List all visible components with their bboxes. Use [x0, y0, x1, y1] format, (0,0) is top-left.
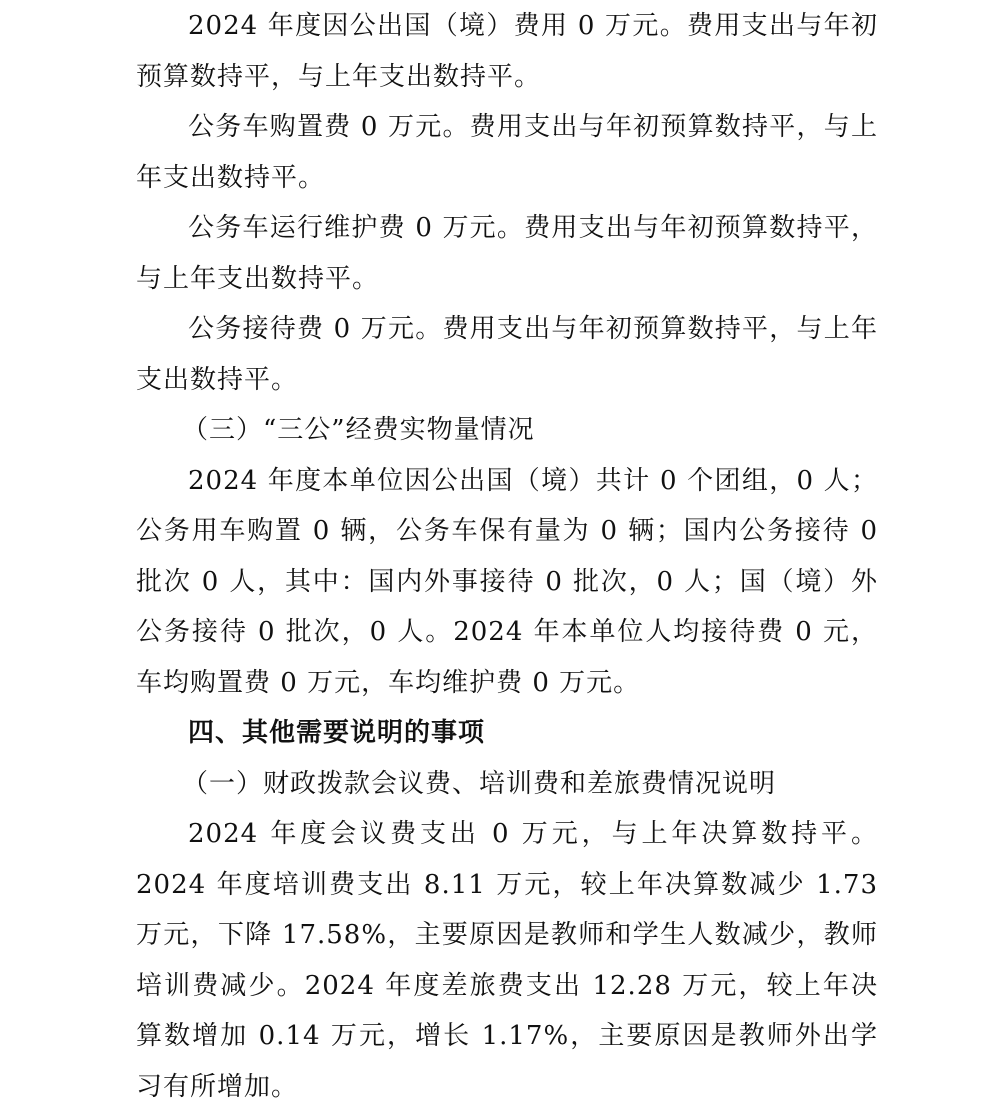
subsection-heading-meeting-training-travel: （一）财政拨款会议费、培训费和差旅费情况说明 — [182, 768, 777, 799]
paragraph-vehicle-maintenance: 公务车运行维护费 0 万元。费用支出与年初预算数持平，与上年支出数持平。 — [136, 213, 878, 294]
section-heading-other-matters: 四、其他需要说明的事项 — [188, 718, 486, 748]
paragraph-physical-quantities: 2024 年度本单位因公出国（境）共计 0 个团组，0 人；公务用车购置 0 辆，公务车保有量为 0 辆；国内公务接待 0 批次 0 人，其中：国内外事接待 0 批次，0 人；国（境）外公务接待 0 批次，0 人。2024 年本单位人均接待费 0 元，车均购置费 0 万元，车均维护费 0 万元。 — [136, 465, 878, 698]
section-heading-three-public: （三）“三公”经费实物量情况 — [182, 415, 535, 445]
document-page — [136, 0, 878, 1112]
paragraph-meeting-training-travel: 2024 年度会议费支出 0 万元，与上年决算数持平。2024 年度培训费支出 8.11 万元，较上年决算数减少 1.73 万元，下降 17.58%，主要原因是教师和学生人数减少，教师培训费减少。2024 年度差旅费支出 12.28 万元，较上年决算数增加 0.14 万元，增长 1.17%，主要原因是教师外出学习有所增加。 — [136, 819, 878, 1102]
paragraph-reception-expense: 公务接待费 0 万元。费用支出与年初预算数持平，与上年支出数持平。 — [136, 314, 878, 395]
paragraph-overseas-expense: 2024 年度因公出国（境）费用 0 万元。费用支出与年初预算数持平，与上年支出数持平。 — [136, 11, 878, 92]
paragraph-vehicle-purchase: 公务车购置费 0 万元。费用支出与年初预算数持平，与上年支出数持平。 — [136, 112, 878, 193]
